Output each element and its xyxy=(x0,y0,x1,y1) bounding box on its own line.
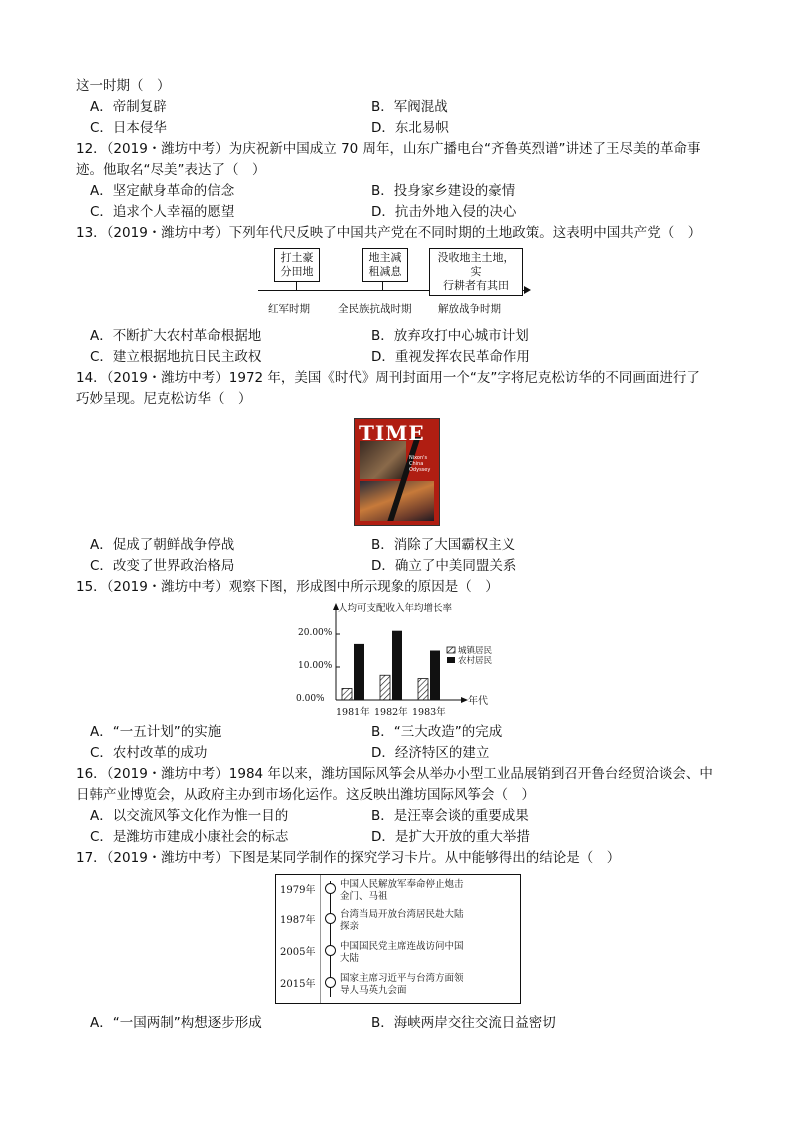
card-node-3-icon xyxy=(325,945,336,956)
legend-swatch-urban xyxy=(447,647,455,653)
x-axis-label: 年代 xyxy=(468,696,488,707)
card-text-2015: 国家主席习近平与台湾方面领 导人马英九会面 xyxy=(340,973,464,996)
q15-option-d[interactable]: D．经济特区的建立 xyxy=(371,745,490,761)
card-year-2015: 2015年 xyxy=(280,979,316,990)
q15-option-c[interactable]: C．农村改革的成功 xyxy=(90,745,208,761)
x-category-1983: 1983年 xyxy=(412,707,446,718)
bar-urban-1983年 xyxy=(418,679,428,700)
q16-stem-line1: 16．（2019・潍坊中考）1984 年以来，潍坊国际风筝会从举办小型工业品展销到召开鲁台经贸洽谈会、中 xyxy=(76,766,713,782)
time-masthead: TIME xyxy=(359,421,425,445)
bar-rural-1981年 xyxy=(354,644,364,700)
q14-option-c[interactable]: C．改变了世界政治格局 xyxy=(90,558,235,574)
q13-option-c[interactable]: C．建立根据地抗日民主政权 xyxy=(90,349,262,365)
bar-rural-1983年 xyxy=(430,651,440,701)
cover-caption: Nixon's China Odyssey xyxy=(409,455,431,473)
timeline-period-2: 全民族抗战时期 xyxy=(338,303,412,315)
cover-photo-top xyxy=(360,441,406,479)
q16-option-b[interactable]: B．是汪辜会谈的重要成果 xyxy=(371,808,529,824)
legend-label-urban: 城镇居民 xyxy=(458,646,493,656)
q11-option-c[interactable]: C．日本侵华 xyxy=(90,120,167,136)
x-category-1982: 1982年 xyxy=(374,707,408,718)
card-year-2005: 2005年 xyxy=(280,947,316,958)
q12-option-c[interactable]: C．追求个人幸福的愿望 xyxy=(90,204,235,220)
q16-stem-line2: 日韩产业博览会，从政府主办到市场化运作。这反映出潍坊国际风筝会（ ） xyxy=(76,787,535,803)
x-axis-arrow-icon xyxy=(461,697,468,703)
card-text-1987: 台湾当局开放台湾居民赴大陆 探亲 xyxy=(340,909,464,932)
q14-option-b[interactable]: B．消除了大国霸权主义 xyxy=(371,537,516,553)
q13-option-d[interactable]: D．重视发挥农民革命作用 xyxy=(371,349,530,365)
timeline-box-3: 没收地主土地，实 行耕者有其田 xyxy=(429,248,523,296)
q12-stem-line1: 12．（2019・潍坊中考）为庆祝新中国成立 70 周年，山东广播电台“齐鲁英烈谱”讲述了王尽美的革命事 xyxy=(76,141,701,157)
bar-rural-1982年 xyxy=(392,631,402,700)
q15-option-b[interactable]: B．“三大改造”的完成 xyxy=(371,724,503,740)
study-card xyxy=(275,874,521,1004)
y-tick-label-10: 10.00% xyxy=(298,661,333,671)
card-text-1979: 中国人民解放军奉命停止炮击 金门、马祖 xyxy=(340,879,464,902)
q11-option-b[interactable]: B．军阀混战 xyxy=(371,99,448,115)
legend-swatch-rural xyxy=(447,657,455,663)
legend-label-rural: 农村居民 xyxy=(458,656,493,666)
q13-stem: 13．（2019・潍坊中考）下列年代尺反映了中国共产党在不同时期的土地政策。这表明中国共产党（ ） xyxy=(76,225,702,241)
q15-stem: 15．（2019・潍坊中考）观察下图，形成图中所示现象的原因是（ ） xyxy=(76,579,499,595)
income-growth-chart xyxy=(296,600,496,718)
y-tick-label-20: 20.00% xyxy=(298,628,333,638)
card-node-1-icon xyxy=(325,883,336,894)
q11-stem-continuation: 这一时期（ ） xyxy=(76,78,171,94)
card-node-4-icon xyxy=(325,977,336,988)
timeline-period-3: 解放战争时期 xyxy=(438,303,501,315)
time-magazine-cover xyxy=(354,418,440,526)
card-year-divider xyxy=(320,875,321,1003)
q12-option-b[interactable]: B．投身家乡建设的豪情 xyxy=(371,183,516,199)
q17-option-a[interactable]: A．“一国两制”构想逐步形成 xyxy=(90,1015,262,1031)
timeline-box-1: 打土豪 分田地 xyxy=(274,248,320,282)
q14-stem-line2: 巧妙呈现。尼克松访华（ ） xyxy=(76,391,252,407)
card-year-1979: 1979年 xyxy=(280,885,316,896)
q17-option-b[interactable]: B．海峡两岸交往交流日益密切 xyxy=(371,1015,556,1031)
card-node-2-icon xyxy=(325,913,336,924)
q14-option-a[interactable]: A．促成了朝鲜战争停战 xyxy=(90,537,235,553)
timeline-period-1: 红军时期 xyxy=(268,303,310,315)
q13-timeline xyxy=(258,248,530,320)
card-text-2005: 中国国民党主席连战访问中国 大陆 xyxy=(340,941,464,964)
q12-stem-line2: 迹。他取名“尽美”表达了（ ） xyxy=(76,162,266,178)
q13-option-a[interactable]: A．不断扩大农村革命根据地 xyxy=(90,328,262,344)
q14-stem-line1: 14．（2019・潍坊中考）1972 年，美国《时代》周刊封面用一个“友”字将尼克松访华的不同画面进行了 xyxy=(76,370,700,386)
card-year-1987: 1987年 xyxy=(280,915,316,926)
q16-option-d[interactable]: D．是扩大开放的重大举措 xyxy=(371,829,530,845)
x-category-1981: 1981年 xyxy=(336,707,370,718)
q11-option-a[interactable]: A．帝制复辟 xyxy=(90,99,167,115)
q12-option-d[interactable]: D．抗击外地入侵的决心 xyxy=(371,204,517,220)
timeline-arrow-icon xyxy=(524,286,531,294)
q17-stem: 17．（2019・潍坊中考）下图是某同学制作的探究学习卡片。从中能够得出的结论是（ ） xyxy=(76,850,621,866)
q14-option-d[interactable]: D．确立了中美同盟关系 xyxy=(371,558,517,574)
q11-option-d[interactable]: D．东北易帜 xyxy=(371,120,449,136)
q16-option-a[interactable]: A．以交流风筝文化作为惟一目的 xyxy=(90,808,289,824)
bar-urban-1981年 xyxy=(342,688,352,700)
q13-option-b[interactable]: B．放弃攻打中心城市计划 xyxy=(371,328,529,344)
q15-option-a[interactable]: A．“一五计划”的实施 xyxy=(90,724,222,740)
chart-title: 人均可支配收入年均增长率 xyxy=(338,603,453,614)
q16-option-c[interactable]: C．是潍坊市建成小康社会的标志 xyxy=(90,829,289,845)
timeline-box-2: 地主减 租减息 xyxy=(362,248,408,282)
y-tick-label-0: 0.00% xyxy=(296,694,325,704)
bar-urban-1982年 xyxy=(380,675,390,700)
q12-option-a[interactable]: A．坚定献身革命的信念 xyxy=(90,183,235,199)
